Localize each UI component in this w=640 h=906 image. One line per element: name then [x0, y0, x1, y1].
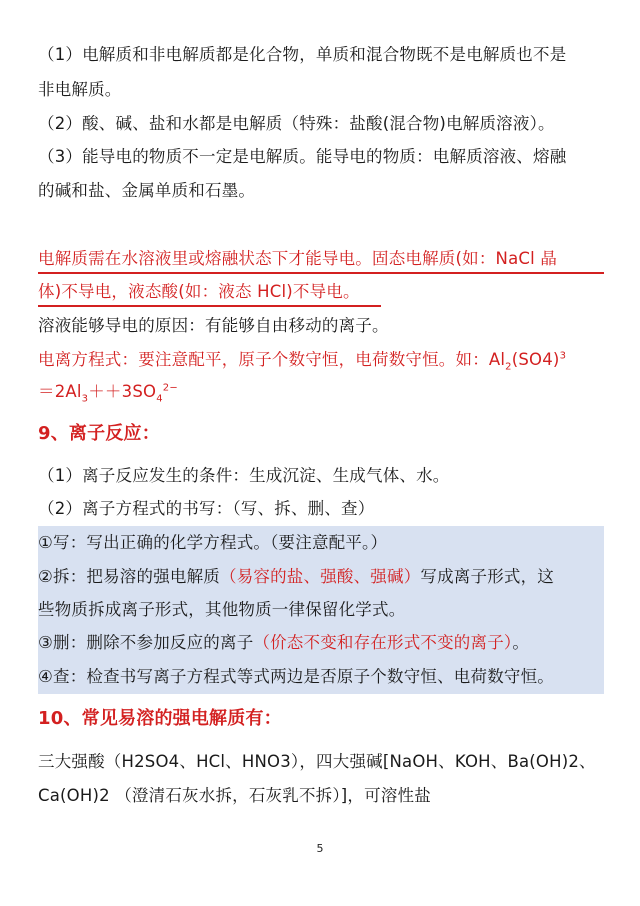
step-check: ④查：检查书写离子方程式等式两边是否原子个数守恒、电荷数守恒。 — [38, 667, 554, 686]
red-underline — [38, 272, 604, 274]
step-delete — [38, 633, 529, 653]
text-line: （2）离子方程式的书写：（写、拆、删、查） — [38, 499, 375, 518]
red-underline — [38, 305, 381, 307]
step-text: ③删：删除不参加反应的离子 — [38, 633, 254, 652]
red-note-line: 体)不导电，液态酸(如：液态 HCl)不导电。 — [38, 282, 360, 301]
text-line: （1）离子反应发生的条件：生成沉淀、生成气体、水。 — [38, 466, 450, 485]
text-line: （1）电解质和非电解质都是化合物，单质和混合物既不是电解质也不是 — [38, 45, 567, 64]
text-line: 非电解质。 — [38, 80, 122, 99]
step-red-text: （价态不变和存在形式不变的离子） — [253, 633, 513, 652]
eq-text: (SO4) — [511, 350, 560, 369]
text-line: 溶液能够导电的原因：有能够自由移动的离子。 — [38, 316, 389, 335]
eq-subscript: 2 — [505, 361, 512, 373]
text-line: （2）酸、碱、盐和水都是电解质（特殊：盐酸(混合物)电解质溶液）。 — [38, 114, 555, 133]
eq-subscript: 4 — [156, 393, 163, 405]
page-number: 5 — [316, 842, 324, 855]
text-line: Ca(OH)2 （澄清石灰水拆，石灰乳不拆）]，可溶性盐 — [38, 786, 431, 805]
step-text: ②拆：把易溶的强电解质 — [38, 567, 220, 586]
step-text: 写成离子形式，这 — [420, 567, 555, 586]
eq-text: ＝2Al — [38, 382, 82, 401]
eq-text: 电离方程式：要注意配平，原子个数守恒，电荷数守恒。如：Al — [38, 350, 506, 369]
step-text: 。 — [512, 633, 530, 652]
step-red-text: （易容的盐、强酸、强碱） — [220, 567, 421, 586]
step-split-cont: 些物质拆成离子形式，其他物质一律保留化学式。 — [38, 600, 406, 619]
red-note-line: 电解质需在水溶液里或熔融状态下才能导电。固态电解质(如：NaCl 晶 — [38, 249, 558, 268]
ionization-equation-line — [38, 350, 567, 373]
text-line: 三大强酸（H2SO4、HCl、HNO3），四大强碱[NaOH、KOH、Ba(OH)2、 — [38, 752, 596, 771]
eq-subscript: 3 — [81, 393, 89, 405]
section-heading: 10、常见易溶的强电解质有： — [38, 708, 282, 729]
eq-text: ＋＋3SO — [88, 382, 157, 401]
eq-superscript: 2− — [162, 382, 178, 394]
text-line: 的碱和盐、金属单质和石墨。 — [38, 181, 256, 200]
section-heading: 9、离子反应： — [38, 423, 160, 444]
ionization-equation-line — [38, 382, 178, 405]
step-split — [38, 567, 554, 587]
step-write: ①写：写出正确的化学方程式。（要注意配平。） — [38, 533, 388, 552]
text-line: （3）能导电的物质不一定是电解质。能导电的物质：电解质溶液、熔融 — [38, 147, 567, 166]
eq-superscript: 3 — [559, 350, 567, 362]
